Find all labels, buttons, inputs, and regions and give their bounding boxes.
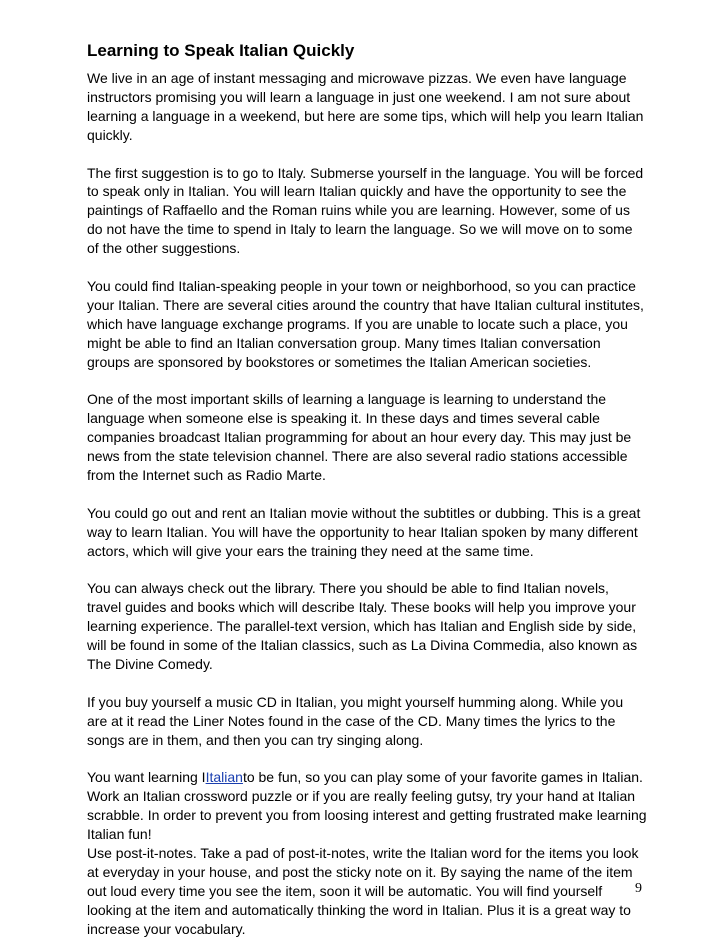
document-page: [87, 40, 647, 939]
italian-link[interactable]: Italian: [205, 769, 243, 786]
games-text-before-link: You want learning I: [87, 769, 206, 786]
paragraph-listening: One of the most important skills of learning a language is learning to understand the language when someone else is speaking it. In these days and times several cable companies broadcast Italian programming for about an hour every day. This may just be news from the state television channel. There are also several radio stations accessible from the Internet such as Radio Marte.: [87, 391, 632, 483]
document-title: Learning to Speak Italian Quickly: [87, 41, 355, 60]
paragraph-intro: We live in an age of instant messaging and microwave pizzas. We even have language instructors promising you will learn a language in just one weekend. I am not sure about learning a language in a weekend, but here are some tips, which will help you learn Italian quickly.: [87, 70, 644, 143]
paragraph-movies: You could go out and rent an Italian movie without the subtitles or dubbing. This is a great way to learn Italian. You will have the opportunity to hear Italian spoken by many different actors, which will give your ears the training they need at the same time.: [87, 504, 641, 559]
paragraph-games: [87, 768, 647, 844]
paragraph-post-it-notes: Use post-it-notes. Take a pad of post-it-notes, write the Italian word for the items you look at everyday in your house, and post the sticky note on it. By saying the name of the item out loud every time you see the item, soon it will be automatic. You will find yourself looking at the item and automatically thinking the word in Italian. Plus it is a great way to increase your vocabulary.: [87, 845, 639, 937]
paragraph-go-to-italy: The first suggestion is to go to Italy. Submerse yourself in the language. You will be forced to speak only in Italian. You will learn Italian quickly and have the opportunity to see the paintings of Raffaello and the Roman ruins while you are learning. However, some of us do not have the time to spend in Italy to learn the language. So we will move on to some of the other suggestions.: [87, 164, 644, 257]
games-text-after-link: to be fun, so you can play some of your favorite games in Italian. Work an Italian crossword puzzle or if you are really feeling gutsy, try your hand at Italian scrabble. In order to prevent you from loosing interest and getting frustrated make learning Italian fun!: [87, 769, 647, 843]
paragraph-music: If you buy yourself a music CD in Italian, you might yourself humming along. While you are at it read the Liner Notes found in the case of the CD. Many times the lyrics to the songs are in them, and then you can try singing along.: [87, 693, 624, 748]
paragraph-italian-speakers: You could find Italian-speaking people in your town or neighborhood, so you can practice your Italian. There are several cities around the country that have Italian cultural institutes, which have language exchange programs. If you are unable to locate such a place, you might be able to find an Italian conversation group. Many times Italian conversation groups are sponsored by bookstores or sometimes the Italian American societies.: [87, 277, 644, 370]
page-number: 9: [635, 881, 642, 896]
paragraph-library: You can always check out the library. There you should be able to find Italian novels, travel guides and books which will describe Italy. These books will help you improve your learning experience. The parallel-text version, which has Italian and English side by side, will be found in some of the Italian classics, such as La Divina Commedia, also known as The Divine Comedy.: [87, 580, 638, 673]
